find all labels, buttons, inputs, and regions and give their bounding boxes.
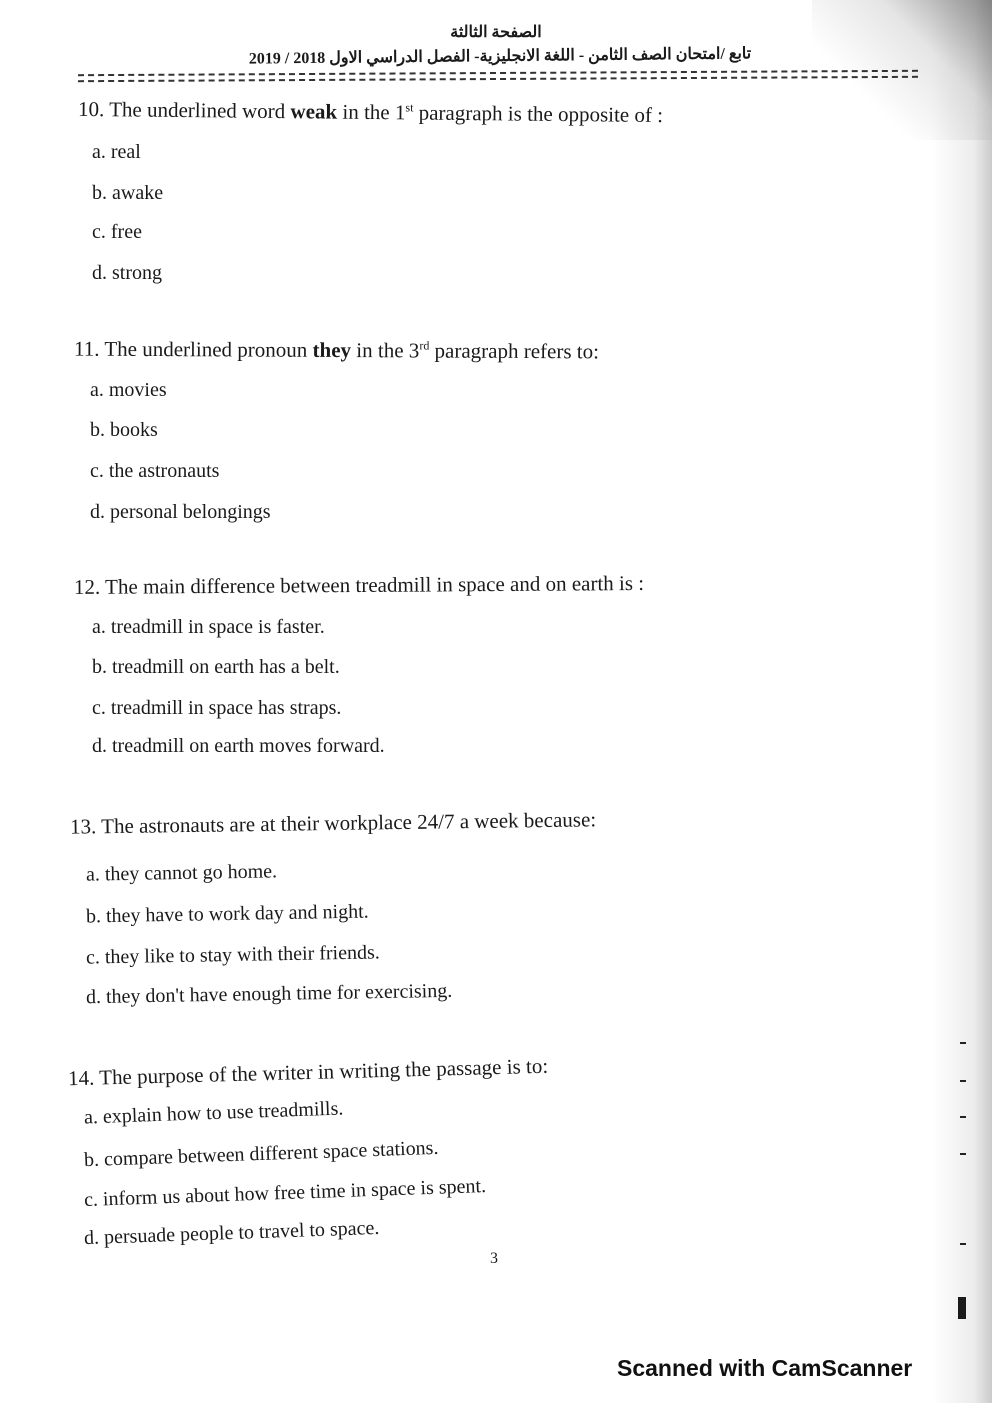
question-text-mid: in the 1 — [337, 99, 406, 125]
camscanner-watermark: Scanned with CamScanner — [617, 1355, 913, 1381]
option-10b: b. awake — [92, 182, 164, 204]
question-11 — [74, 337, 599, 365]
question-text-mid: in the 3 — [351, 338, 420, 363]
option-10a: a. real — [92, 141, 141, 163]
scan-edge-shadow — [932, 0, 992, 1403]
option-13b: b. they have to work day and night. — [85, 900, 369, 928]
question-text: The astronauts are at their workplace 24/7 a week because: — [100, 807, 597, 839]
option-12b: b. treadmill on earth has a belt. — [92, 656, 340, 678]
option-14b: b. compare between different space stations. — [83, 1136, 439, 1172]
question-number: 14. — [67, 1065, 95, 1091]
scan-mark — [960, 1080, 966, 1082]
option-14a: a. explain how to use treadmills. — [83, 1097, 344, 1129]
question-text: The main difference between treadmill in space and on earth is : — [105, 571, 645, 599]
question-text-suffix: paragraph is the opposite of : — [413, 100, 664, 128]
ordinal-suffix: st — [405, 100, 414, 115]
option-11c: c. the astronauts — [90, 460, 220, 482]
option-11d: d. personal belongings — [90, 501, 271, 523]
key-word: they — [312, 337, 352, 363]
option-11a: a. movies — [90, 379, 167, 401]
option-11b: b. books — [90, 419, 158, 441]
scan-mark — [960, 1243, 966, 1245]
question-text-prefix: The underlined pronoun — [104, 336, 313, 362]
key-word: weak — [290, 99, 338, 124]
question-text: The purpose of the writer in writing the passage is to: — [98, 1053, 549, 1090]
option-10c: c. free — [92, 221, 142, 243]
question-text-prefix: The underlined word — [109, 97, 291, 124]
option-12a: a. treadmill in space is faster. — [92, 616, 325, 638]
question-number: 13. — [69, 814, 97, 839]
ordinal-suffix: rd — [419, 338, 430, 353]
scan-mark — [960, 1153, 966, 1155]
scan-mark-block — [958, 1297, 966, 1319]
option-10d: d. strong — [92, 262, 162, 284]
option-13d: d. they don't have enough time for exercising. — [85, 979, 453, 1009]
header-rule-bottom — [78, 76, 918, 82]
scan-mark — [960, 1042, 966, 1044]
question-number: 10. — [77, 96, 105, 122]
question-10 — [78, 97, 663, 128]
option-14c: c. inform us about how free time in space is spent. — [83, 1174, 487, 1212]
question-12 — [74, 571, 644, 600]
exam-header-line: تابع /امتحان الصف الثامن - اللغة الانجليزية- الفصل الدراسي الاول 2018 / 2019 — [248, 45, 752, 68]
page-number: 3 — [490, 1250, 498, 1267]
option-13a: a. they cannot go home. — [85, 860, 278, 886]
option-12c: c. treadmill in space has straps. — [92, 697, 342, 719]
question-number: 12. — [73, 574, 101, 599]
question-14 — [68, 1054, 549, 1092]
question-number: 11. — [73, 336, 100, 361]
scan-mark — [960, 1116, 966, 1118]
option-14d: d. persuade people to travel to space. — [83, 1216, 380, 1250]
question-13 — [70, 807, 596, 839]
question-text-suffix: paragraph refers to: — [429, 338, 600, 364]
page-label: الصفحة الثالثة — [450, 24, 542, 41]
option-12d: d. treadmill on earth moves forward. — [92, 735, 385, 757]
option-13c: c. they like to stay with their friends. — [85, 941, 380, 969]
header-rule-top — [78, 70, 918, 76]
